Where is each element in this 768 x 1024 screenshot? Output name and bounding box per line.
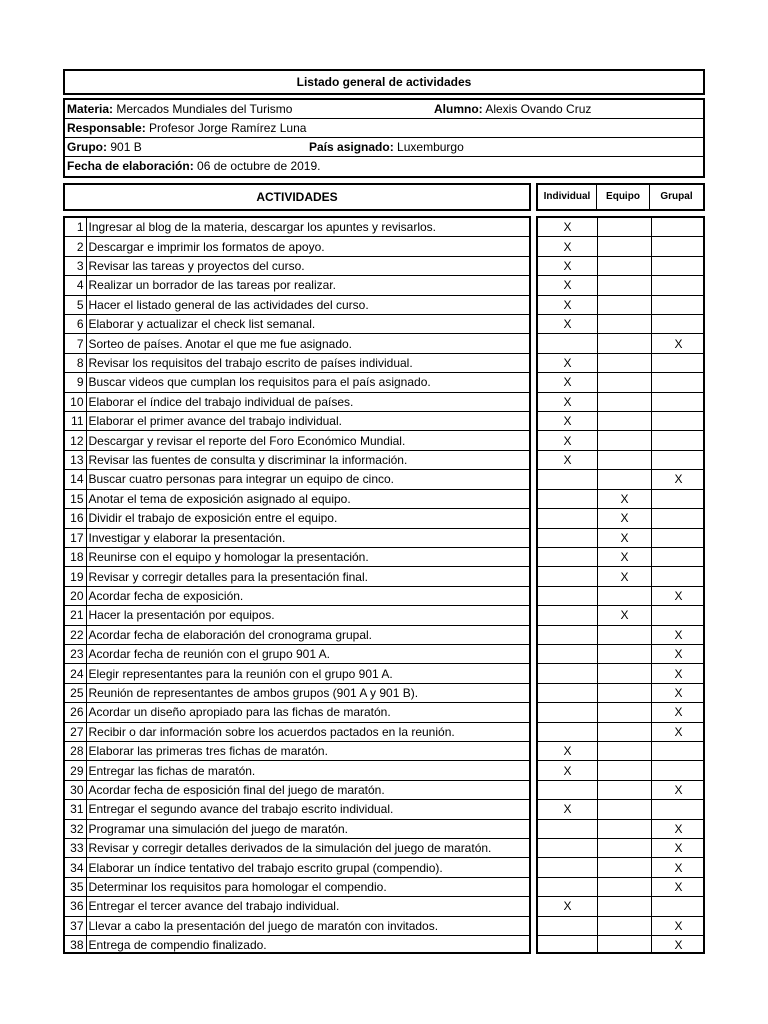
- activity-type-row: [538, 664, 705, 683]
- activity-row: [65, 237, 529, 256]
- activity-number: 31: [65, 800, 86, 819]
- individual-header: Individual: [538, 185, 597, 209]
- document-title-box: [63, 69, 705, 95]
- individual-mark: [538, 916, 598, 935]
- equipo-mark: [598, 412, 652, 431]
- individual-mark: X: [538, 800, 598, 819]
- activity-row: [65, 741, 529, 760]
- activities-table: [63, 216, 531, 954]
- individual-mark: [538, 625, 598, 644]
- activity-description: Revisar las fuentes de consulta y discriminar la información.: [86, 450, 529, 469]
- activity-type-row: [538, 218, 705, 237]
- grupal-mark: [652, 567, 706, 586]
- activity-number: 14: [65, 470, 86, 489]
- activity-type-row: [538, 858, 705, 877]
- grupal-mark: X: [652, 664, 706, 683]
- activity-number: 36: [65, 897, 86, 916]
- alumno-value: Alexis Ovando Cruz: [485, 102, 592, 116]
- activity-number: 13: [65, 450, 86, 469]
- activities-header: [63, 183, 531, 211]
- activity-description: Revisar y corregir detalles derivados de la simulación del juego de maratón.: [86, 839, 529, 858]
- grupal-mark: X: [652, 334, 706, 353]
- equipo-mark: [598, 295, 652, 314]
- activity-number: 2: [65, 237, 86, 256]
- activity-description: Buscar cuatro personas para integrar un equipo de cinco.: [86, 470, 529, 489]
- activity-number: 17: [65, 528, 86, 547]
- activity-type-row: [538, 256, 705, 275]
- activity-number: 22: [65, 625, 86, 644]
- activity-description: Acordar fecha de esposición final del juego de maratón.: [86, 780, 529, 799]
- activity-number: 30: [65, 780, 86, 799]
- activity-description: Revisar y corregir detalles para la presentación final.: [86, 567, 529, 586]
- activity-type-row: [538, 547, 705, 566]
- activity-description: Descargar y revisar el reporte del Foro Económico Mundial.: [86, 431, 529, 450]
- activity-description: Buscar videos que cumplan los requisitos para el país asignado.: [86, 373, 529, 392]
- activity-number: 37: [65, 916, 86, 935]
- equipo-mark: [598, 586, 652, 605]
- activity-number: 5: [65, 295, 86, 314]
- grupal-mark: X: [652, 470, 706, 489]
- materia-label: Materia:: [67, 102, 114, 116]
- activity-description: Acordar fecha de reunión con el grupo 901 A.: [86, 644, 529, 663]
- individual-mark: X: [538, 412, 598, 431]
- activity-row: [65, 625, 529, 644]
- individual-mark: X: [538, 450, 598, 469]
- activity-number: 4: [65, 276, 86, 295]
- activity-row: [65, 392, 529, 411]
- activity-row: [65, 877, 529, 896]
- individual-mark: [538, 567, 598, 586]
- activity-row: [65, 664, 529, 683]
- activity-number: 26: [65, 703, 86, 722]
- equipo-mark: [598, 334, 652, 353]
- activity-row: [65, 295, 529, 314]
- activity-type-row: [538, 237, 705, 256]
- individual-mark: X: [538, 431, 598, 450]
- activity-description: Llevar a cabo la presentación del juego de maratón con invitados.: [86, 916, 529, 935]
- individual-mark: [538, 703, 598, 722]
- activity-type-row: [538, 528, 705, 547]
- alumno-field: [434, 100, 591, 119]
- activity-row: [65, 334, 529, 353]
- individual-mark: [538, 528, 598, 547]
- equipo-mark: [598, 470, 652, 489]
- grupal-mark: [652, 528, 706, 547]
- individual-mark: [538, 819, 598, 838]
- activity-description: Anotar el tema de exposición asignado al equipo.: [86, 489, 529, 508]
- activity-row: [65, 761, 529, 780]
- individual-mark: X: [538, 761, 598, 780]
- grupal-mark: X: [652, 936, 706, 955]
- activity-type-row: [538, 916, 705, 935]
- equipo-mark: [598, 761, 652, 780]
- equipo-mark: [598, 256, 652, 275]
- activity-description: Investigar y elaborar la presentación.: [86, 528, 529, 547]
- equipo-mark: X: [598, 489, 652, 508]
- activity-description: Acordar fecha de exposición.: [86, 586, 529, 605]
- equipo-mark: [598, 839, 652, 858]
- activity-row: [65, 353, 529, 372]
- alumno-label: Alumno:: [434, 102, 483, 116]
- activity-type-row: [538, 897, 705, 916]
- equipo-mark: [598, 315, 652, 334]
- individual-mark: [538, 644, 598, 663]
- equipo-mark: X: [598, 509, 652, 528]
- individual-mark: X: [538, 276, 598, 295]
- equipo-mark: [598, 703, 652, 722]
- grupal-mark: [652, 353, 706, 372]
- activity-description: Revisar las tareas y proyectos del curso.: [86, 256, 529, 275]
- activity-number: 9: [65, 373, 86, 392]
- activity-number: 19: [65, 567, 86, 586]
- activity-number: 29: [65, 761, 86, 780]
- grupo-value: 901 B: [110, 140, 142, 154]
- activity-description: Ingresar al blog de la materia, descargar los apuntes y revisarlos.: [86, 218, 529, 237]
- grupal-header: Grupal: [660, 191, 693, 202]
- grupal-mark: [652, 276, 706, 295]
- activity-number: 28: [65, 741, 86, 760]
- activity-number: 27: [65, 722, 86, 741]
- activity-number: 34: [65, 858, 86, 877]
- equipo-mark: [598, 877, 652, 896]
- grupo-label: Grupo:: [67, 140, 107, 154]
- equipo-mark: [598, 780, 652, 799]
- activity-row: [65, 431, 529, 450]
- equipo-mark: X: [598, 547, 652, 566]
- activity-row: [65, 936, 529, 955]
- equipo-mark: [598, 741, 652, 760]
- activity-description: Reunión de representantes de ambos grupos (901 A y 901 B).: [86, 683, 529, 702]
- grupal-mark: [652, 800, 706, 819]
- activity-row: [65, 218, 529, 237]
- individual-mark: X: [538, 353, 598, 372]
- activity-row: [65, 683, 529, 702]
- activity-row: [65, 373, 529, 392]
- equipo-mark: X: [598, 528, 652, 547]
- activity-description: Descargar e imprimir los formatos de apoyo.: [86, 237, 529, 256]
- individual-mark: [538, 334, 598, 353]
- equipo-mark: [598, 276, 652, 295]
- responsable-value: Profesor Jorge Ramírez Luna: [149, 121, 307, 135]
- grupal-mark: [652, 237, 706, 256]
- equipo-mark: [598, 683, 652, 702]
- document-title: Listado general de actividades: [296, 75, 472, 89]
- type-marks-table: [536, 216, 705, 954]
- activity-description: Acordar fecha de elaboración del cronograma grupal.: [86, 625, 529, 644]
- activity-type-row: [538, 877, 705, 896]
- activity-number: 35: [65, 877, 86, 896]
- grupal-mark: [652, 741, 706, 760]
- activity-row: [65, 916, 529, 935]
- activity-type-row: [538, 373, 705, 392]
- grupal-mark: X: [652, 780, 706, 799]
- activity-type-row: [538, 625, 705, 644]
- activity-description: Sorteo de países. Anotar el que me fue asignado.: [86, 334, 529, 353]
- activity-row: [65, 780, 529, 799]
- equipo-mark: [598, 916, 652, 935]
- activity-number: 18: [65, 547, 86, 566]
- activity-type-row: [538, 295, 705, 314]
- grupal-mark: [652, 489, 706, 508]
- activity-description: Programar una simulación del juego de maratón.: [86, 819, 529, 838]
- activity-description: Revisar los requisitos del trabajo escrito de países individual.: [86, 353, 529, 372]
- grupal-mark: X: [652, 722, 706, 741]
- equipo-mark: [598, 897, 652, 916]
- equipo-mark: [598, 431, 652, 450]
- activity-number: 24: [65, 664, 86, 683]
- fecha-label: Fecha de elaboración:: [67, 159, 194, 173]
- info-section: [63, 98, 705, 178]
- activities-table-body: [65, 218, 529, 954]
- individual-mark: X: [538, 392, 598, 411]
- activity-row: [65, 567, 529, 586]
- activities-header-label: ACTIVIDADES: [256, 190, 338, 204]
- grupal-mark: [652, 373, 706, 392]
- activity-type-row: [538, 800, 705, 819]
- individual-mark: [538, 509, 598, 528]
- equipo-mark: [598, 625, 652, 644]
- activity-type-row: [538, 586, 705, 605]
- activity-description: Elaborar el índice del trabajo individual de países.: [86, 392, 529, 411]
- activity-row: [65, 839, 529, 858]
- activity-number: 23: [65, 644, 86, 663]
- activity-type-row: [538, 741, 705, 760]
- equipo-mark: [598, 644, 652, 663]
- equipo-mark: [598, 450, 652, 469]
- activity-number: 25: [65, 683, 86, 702]
- materia-value: Mercados Mundiales del Turismo: [116, 102, 293, 116]
- fecha-value: 06 de octubre de 2019.: [197, 159, 321, 173]
- activity-description: Realizar un borrador de las tareas por realizar.: [86, 276, 529, 295]
- activity-row: [65, 858, 529, 877]
- individual-mark: [538, 489, 598, 508]
- activity-row: [65, 412, 529, 431]
- responsable-label: Responsable:: [67, 121, 146, 135]
- grupal-mark: [652, 450, 706, 469]
- grupal-mark: [652, 412, 706, 431]
- individual-mark: [538, 722, 598, 741]
- activity-description: Dividir el trabajo de exposición entre el equipo.: [86, 509, 529, 528]
- individual-mark: X: [538, 373, 598, 392]
- grupal-mark: X: [652, 625, 706, 644]
- individual-mark: X: [538, 897, 598, 916]
- activity-number: 1: [65, 218, 86, 237]
- individual-mark: X: [538, 237, 598, 256]
- individual-mark: [538, 780, 598, 799]
- equipo-mark: [598, 664, 652, 683]
- equipo-mark: [598, 392, 652, 411]
- equipo-mark: X: [598, 567, 652, 586]
- activity-type-row: [538, 509, 705, 528]
- activity-description: Recibir o dar información sobre los acuerdos pactados en la reunión.: [86, 722, 529, 741]
- equipo-mark: [598, 373, 652, 392]
- activity-type-row: [538, 353, 705, 372]
- info-row-materia: [65, 100, 703, 119]
- grupal-mark: [652, 431, 706, 450]
- grupal-mark: X: [652, 586, 706, 605]
- individual-mark: [538, 858, 598, 877]
- grupal-mark: X: [652, 819, 706, 838]
- grupal-mark: X: [652, 839, 706, 858]
- activity-row: [65, 547, 529, 566]
- activity-description: Reunirse con el equipo y homologar la presentación.: [86, 547, 529, 566]
- equipo-mark: [598, 858, 652, 877]
- individual-mark: [538, 839, 598, 858]
- activity-number: 20: [65, 586, 86, 605]
- activity-type-row: [538, 315, 705, 334]
- activity-type-row: [538, 334, 705, 353]
- individual-mark: [538, 547, 598, 566]
- individual-mark: [538, 664, 598, 683]
- pais-label: País asignado:: [309, 140, 394, 154]
- equipo-mark: X: [598, 606, 652, 625]
- activity-row: [65, 528, 529, 547]
- equipo-mark: [598, 722, 652, 741]
- activity-number: 38: [65, 936, 86, 955]
- equipo-mark: [598, 819, 652, 838]
- activity-number: 12: [65, 431, 86, 450]
- activity-type-row: [538, 412, 705, 431]
- activity-number: 21: [65, 606, 86, 625]
- activity-type-row: [538, 780, 705, 799]
- activity-row: [65, 276, 529, 295]
- activity-description: Elegir representantes para la reunión con el grupo 901 A.: [86, 664, 529, 683]
- grupal-mark: [652, 315, 706, 334]
- activity-number: 3: [65, 256, 86, 275]
- info-row-fecha: [65, 157, 703, 176]
- activity-type-row: [538, 606, 705, 625]
- equipo-mark: [598, 237, 652, 256]
- activity-number: 32: [65, 819, 86, 838]
- activity-type-row: [538, 683, 705, 702]
- grupal-mark: [652, 509, 706, 528]
- activity-row: [65, 800, 529, 819]
- activity-type-row: [538, 450, 705, 469]
- grupal-mark: [652, 606, 706, 625]
- activity-type-row: [538, 489, 705, 508]
- activity-description: Elaborar un índice tentativo del trabajo escrito grupal (compendio).: [86, 858, 529, 877]
- individual-mark: X: [538, 295, 598, 314]
- activity-description: Elaborar y actualizar el check list semanal.: [86, 315, 529, 334]
- individual-mark: X: [538, 256, 598, 275]
- individual-mark: X: [538, 741, 598, 760]
- activity-row: [65, 606, 529, 625]
- activity-type-row: [538, 761, 705, 780]
- activity-row: [65, 315, 529, 334]
- individual-mark: [538, 877, 598, 896]
- activity-row: [65, 703, 529, 722]
- info-row-grupo: [65, 138, 703, 157]
- grupal-mark: X: [652, 858, 706, 877]
- activity-number: 6: [65, 315, 86, 334]
- equipo-header: Equipo: [597, 185, 650, 209]
- activity-type-row: [538, 276, 705, 295]
- activity-row: [65, 470, 529, 489]
- individual-mark: X: [538, 315, 598, 334]
- activity-row: [65, 489, 529, 508]
- activity-number: 11: [65, 412, 86, 431]
- type-columns-header: [536, 183, 705, 211]
- activity-number: 10: [65, 392, 86, 411]
- individual-mark: [538, 470, 598, 489]
- activity-type-row: [538, 567, 705, 586]
- individual-mark: [538, 586, 598, 605]
- equipo-mark: [598, 353, 652, 372]
- grupal-mark: [652, 256, 706, 275]
- pais-field: [309, 138, 464, 157]
- activity-type-row: [538, 703, 705, 722]
- pais-value: Luxemburgo: [397, 140, 464, 154]
- grupal-mark: X: [652, 644, 706, 663]
- activity-type-row: [538, 722, 705, 741]
- activity-description: Hacer la presentación por equipos.: [86, 606, 529, 625]
- activity-description: Entregar el tercer avance del trabajo individual.: [86, 897, 529, 916]
- activity-row: [65, 644, 529, 663]
- activity-row: [65, 722, 529, 741]
- activity-number: 7: [65, 334, 86, 353]
- activity-description: Hacer el listado general de las actividades del curso.: [86, 295, 529, 314]
- activity-row: [65, 509, 529, 528]
- activity-row: [65, 586, 529, 605]
- activity-number: 33: [65, 839, 86, 858]
- equipo-mark: [598, 800, 652, 819]
- individual-mark: [538, 936, 598, 955]
- activity-type-row: [538, 819, 705, 838]
- activity-row: [65, 450, 529, 469]
- grupal-mark: [652, 897, 706, 916]
- grupal-mark: [652, 547, 706, 566]
- grupal-mark: [652, 392, 706, 411]
- individual-mark: X: [538, 218, 598, 237]
- activity-type-row: [538, 392, 705, 411]
- activity-type-row: [538, 936, 705, 955]
- info-row-responsable: [65, 119, 703, 138]
- activity-type-row: [538, 839, 705, 858]
- activity-type-row: [538, 644, 705, 663]
- grupal-mark: [652, 218, 706, 237]
- grupal-mark: X: [652, 703, 706, 722]
- activity-description: Determinar los requisitos para homologar el compendio.: [86, 877, 529, 896]
- activity-description: Acordar un diseño apropiado para las fichas de maratón.: [86, 703, 529, 722]
- activity-type-row: [538, 431, 705, 450]
- grupal-mark: [652, 295, 706, 314]
- grupal-mark: X: [652, 683, 706, 702]
- activity-type-row: [538, 470, 705, 489]
- activity-description: Elaborar las primeras tres fichas de maratón.: [86, 741, 529, 760]
- individual-mark: [538, 683, 598, 702]
- activity-description: Entrega de compendio finalizado.: [86, 936, 529, 955]
- equipo-mark: [598, 936, 652, 955]
- activity-description: Entregar el segundo avance del trabajo escrito individual.: [86, 800, 529, 819]
- activity-number: 15: [65, 489, 86, 508]
- activity-description: Elaborar el primer avance del trabajo individual.: [86, 412, 529, 431]
- grupal-mark: X: [652, 916, 706, 935]
- activity-number: 16: [65, 509, 86, 528]
- activity-number: 8: [65, 353, 86, 372]
- grupal-mark: [652, 761, 706, 780]
- activity-row: [65, 897, 529, 916]
- activity-description: Entregar las fichas de maratón.: [86, 761, 529, 780]
- individual-mark: [538, 606, 598, 625]
- activity-row: [65, 819, 529, 838]
- type-marks-table-body: [538, 218, 705, 954]
- grupal-mark: X: [652, 877, 706, 896]
- activity-row: [65, 256, 529, 275]
- equipo-mark: [598, 218, 652, 237]
